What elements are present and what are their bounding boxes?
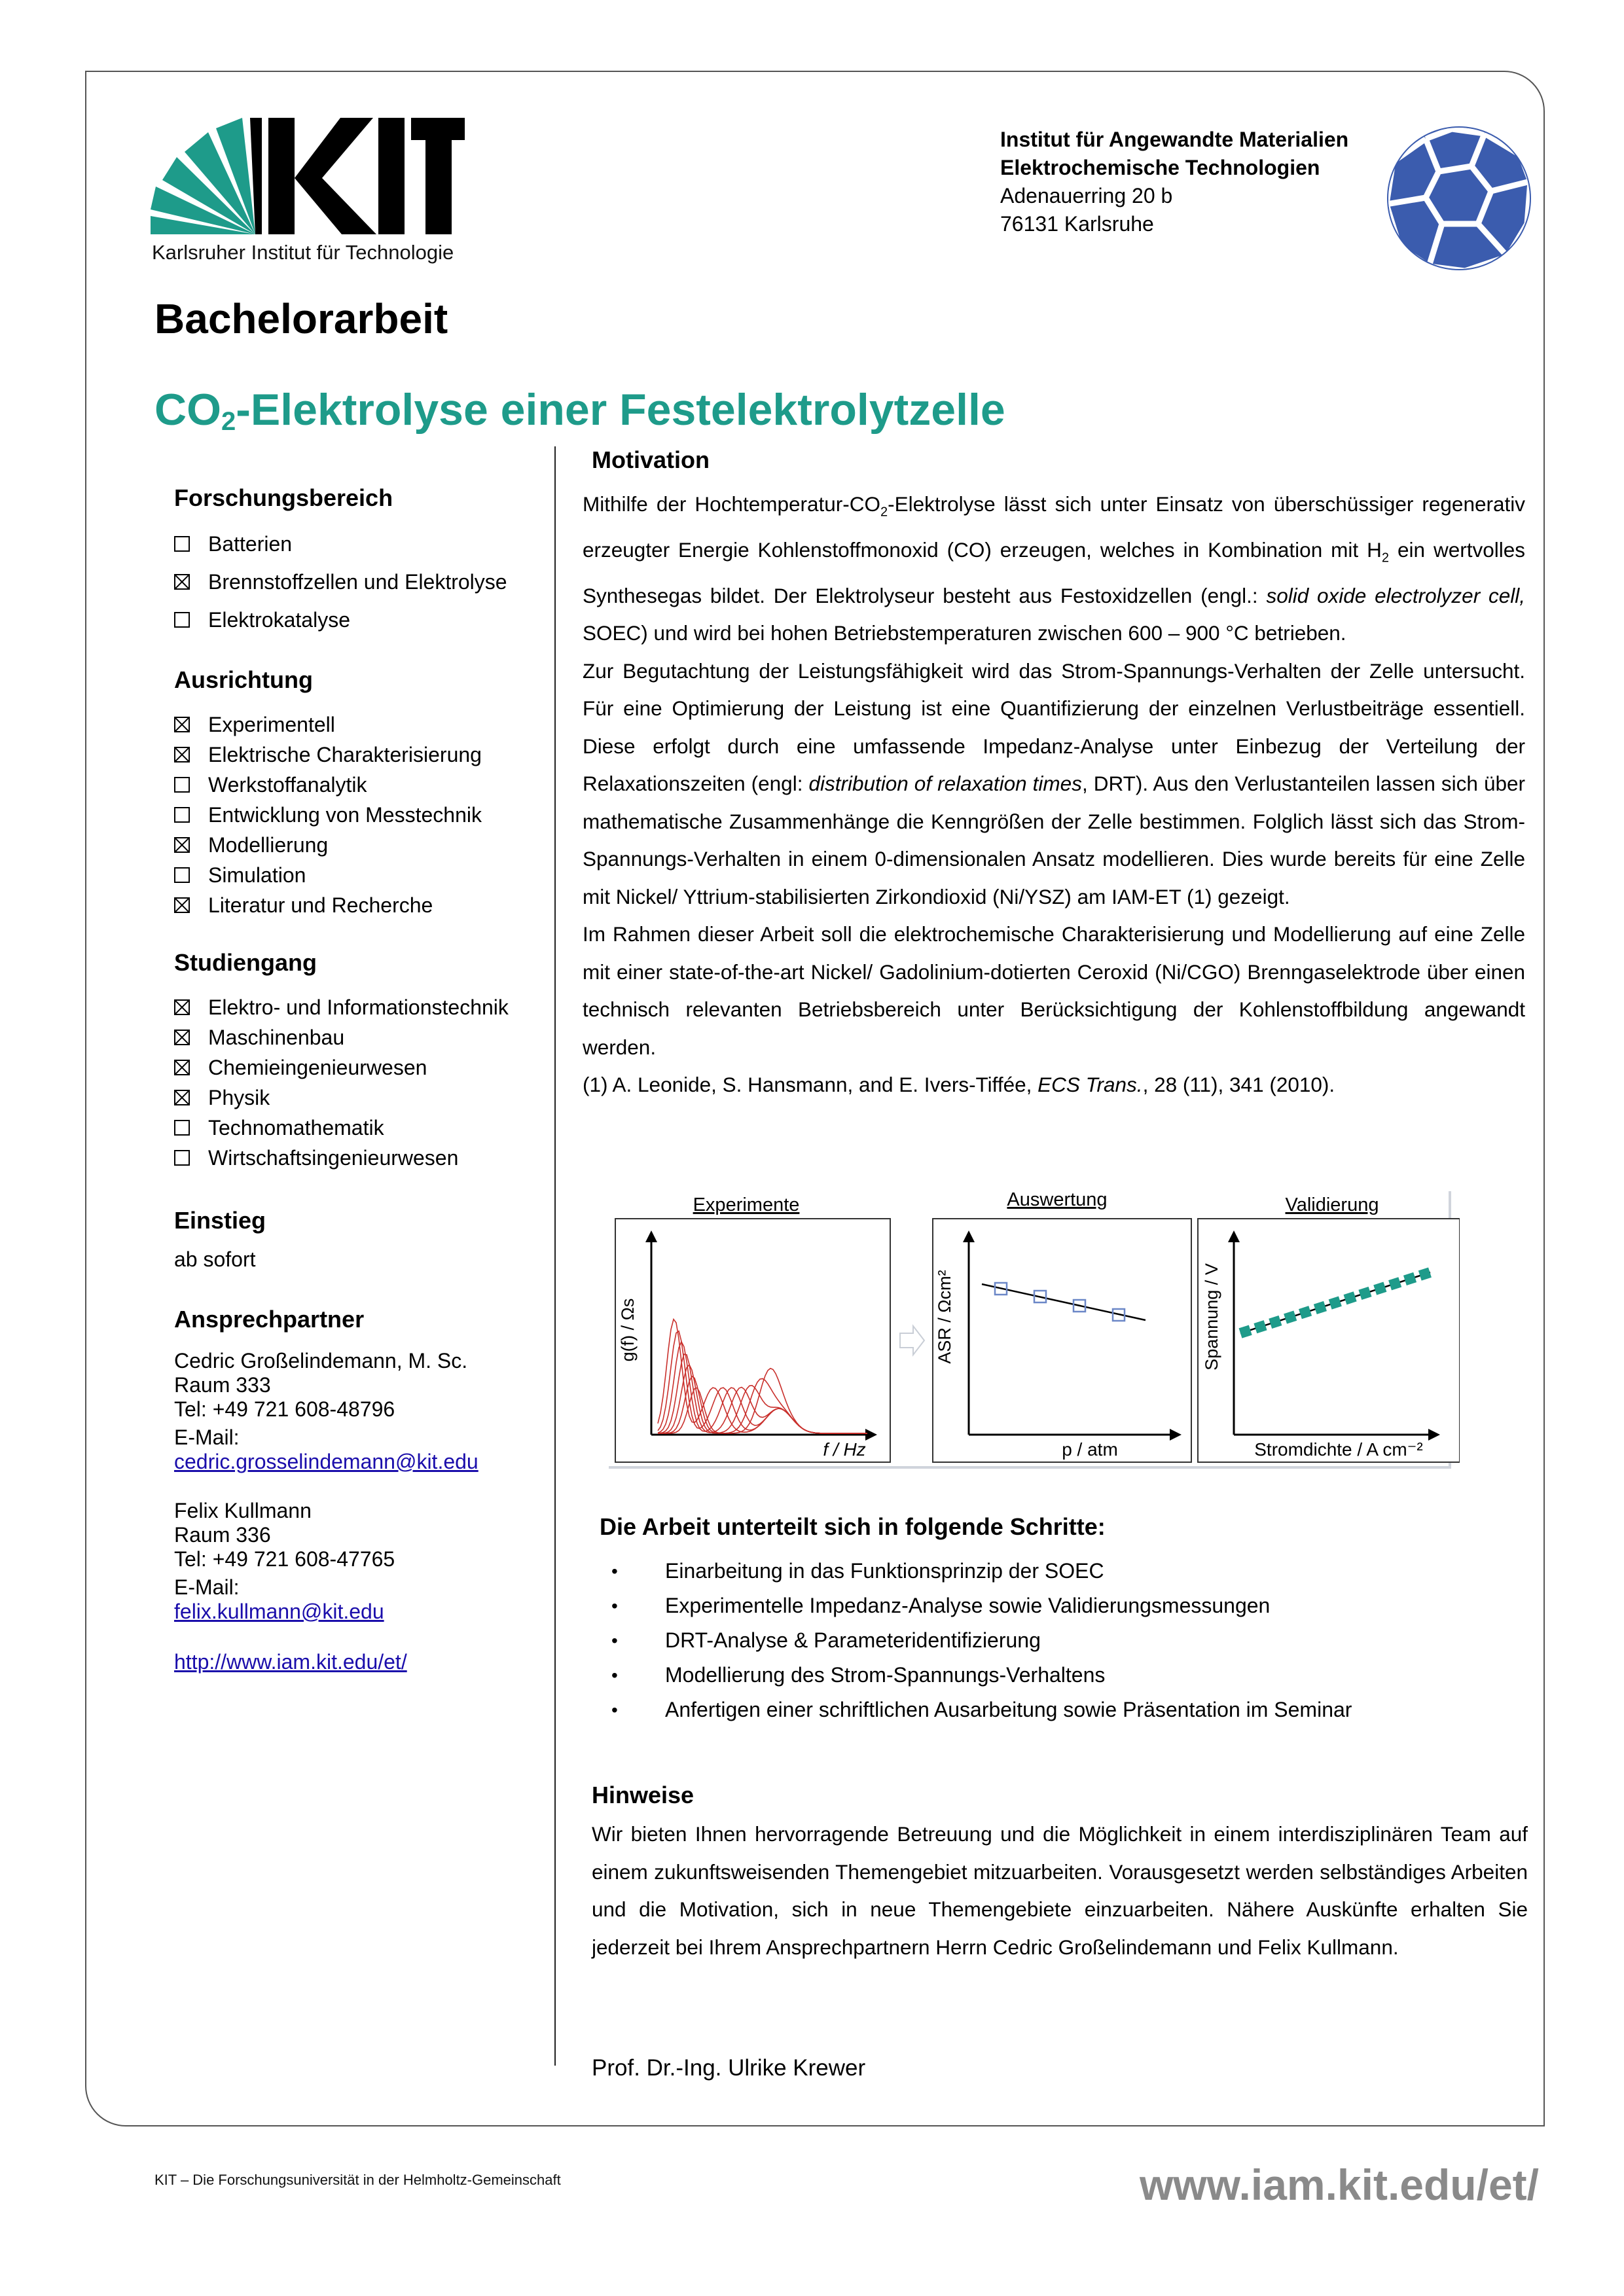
motivation-paragraph-3: Im Rahmen dieser Arbeit soll die elektrochemische Charakterisierung und Modellierung auf eine Zelle mit einer state-of-the-art Nickel/ Gadolinium-dotierten Ceroxid (Ni/CGO) Brenngaselektrode über einen technisch relevanten Betriebsbereich unter Berücksichtigung der Kohlenstoffbildung angewandt werden. [583, 922, 1525, 1059]
checklist-label: Maschinenbau [208, 1025, 345, 1049]
checklist-label: Elektrische Charakterisierung [208, 742, 482, 766]
contact-1-room: Raum 333 [174, 1373, 271, 1397]
checkbox-checked-icon[interactable] [174, 999, 190, 1015]
reference: (1) A. Leonide, S. Hansmann, and E. Ivers-Tiffée, ECS Trans., 28 (11), 341 (2010). [583, 1073, 1335, 1097]
checkbox-checked-icon[interactable] [174, 747, 190, 762]
panel-2-ylabel: ASR / Ωcm² [935, 1270, 954, 1364]
panel-experimente [615, 1219, 890, 1462]
checkbox-empty-icon[interactable] [174, 807, 190, 823]
arrow-1-icon [900, 1326, 924, 1355]
step-item: • Einarbeitung in das Funktionsprinzip der SOEC [583, 1554, 1525, 1588]
checklist-label: Wirtschaftsingenieurwesen [208, 1145, 459, 1170]
iam-logo [1386, 126, 1532, 271]
step-item: • Anfertigen einer schriftlichen Ausarbeitung sowie Präsentation im Seminar [583, 1693, 1525, 1727]
method-figure [602, 1186, 1460, 1474]
panel-1-xlabel: f / Hz [823, 1439, 866, 1460]
footer-url[interactable]: www.iam.kit.edu/et/ [1139, 2161, 1539, 2209]
contact-2 [174, 1499, 541, 1624]
panel-auswertung [933, 1219, 1191, 1462]
checkbox-checked-icon[interactable] [174, 1090, 190, 1105]
checkbox-checked-icon[interactable] [174, 1060, 190, 1075]
hinweise-text: Wir bieten Ihnen hervorragende Betreuung und die Möglichkeit in einem interdisziplinären Team auf einem zukunftsweisenden Themengebiet mitzuarbeiten. Vorausgesetzt werden selbständiges Arbeiten und die Motivation, sich in neue Themengebiete einzuarbeiten. Nähere Auskünfte erhalten Sie jederzeit bei Ihrem Ansprechpartnern Herrn Cedric Großelindemann und Felix Kullmann. [592, 1822, 1528, 1959]
checkbox-empty-icon[interactable] [174, 536, 190, 552]
checklist-label: Entwicklung von Messtechnik [208, 802, 482, 827]
contact-1-email-link[interactable]: cedric.grosselindemann@kit.edu [174, 1450, 478, 1473]
checklist-item [174, 890, 541, 920]
institute-address [1000, 126, 1348, 238]
checklist-item [174, 1083, 541, 1113]
checklist-item [174, 1052, 541, 1083]
kit-logo-text: Karlsruher Institut für Technologie [152, 241, 454, 264]
contact-2-room: Raum 336 [174, 1523, 271, 1547]
contact-1-name: Cedric Großelindemann, M. Sc. [174, 1349, 468, 1372]
document-title: $CO_2$-Elektrolyse einer Festelektrolytzelle [154, 385, 1005, 436]
checklist-item [174, 830, 541, 860]
forschung-heading: Forschungsbereich [174, 484, 393, 511]
checkbox-checked-icon[interactable] [174, 837, 190, 853]
checklist-item [174, 1113, 541, 1143]
document-type: Bachelorarbeit [154, 295, 448, 342]
hinweise-section [583, 1782, 1528, 1966]
ausrichtung-list [174, 709, 541, 920]
institute-street: Adenauerring 20 b [1000, 184, 1173, 207]
panel-1-ylabel: g(f) / Ωs [618, 1298, 638, 1362]
checklist-item [174, 860, 541, 890]
panel-2-title: Auswertung [1007, 1189, 1108, 1210]
checkbox-empty-icon[interactable] [174, 867, 190, 883]
step-item: • Modellierung des Strom-Spannungs-Verhaltens [583, 1658, 1525, 1693]
footer-text: KIT – Die Forschungsuniversität in der Helmholtz-Gemeinschaft [154, 2172, 561, 2188]
institute-url-link[interactable]: http://www.iam.kit.edu/et/ [174, 1650, 407, 1674]
forschung-list [174, 525, 541, 639]
hinweise-heading: Hinweise [592, 1782, 695, 1808]
checkbox-checked-icon[interactable] [174, 574, 190, 590]
institute-name: Institut für Angewandte Materialien [1000, 128, 1349, 151]
contact-2-phone: Tel: +49 721 608-47765 [174, 1547, 395, 1571]
panel-3-xlabel: Stromdichte / A cm⁻² [1254, 1439, 1423, 1460]
checklist-label: Simulation [208, 863, 306, 887]
panel-2-xlabel: p / atm [1062, 1439, 1118, 1460]
checklist-item [174, 709, 541, 740]
column-divider [554, 446, 556, 2066]
contact-1-email-label: E-Mail: [174, 1426, 240, 1449]
checklist-item [174, 740, 541, 770]
steps-section [583, 1513, 1525, 1727]
checkbox-checked-icon[interactable] [174, 897, 190, 913]
einstieg-value: ab sofort [174, 1247, 256, 1271]
checklist-label: Werkstoffanalytik [208, 772, 367, 797]
motivation-paragraph-1: Mithilfe der Hochtemperatur-$CO_2$-Elektrolyse lässt sich unter Einsatz von überschüssiger regenerativ erzeugter Energie Kohlenstoffmonoxid (CO) erzeugen, welches in Kombination mit $H_2$ ein wertvolles Synthesegas bildet. Der Elektrolyseur besteht aus Festoxidzellen (engl.: solid oxide electrolyzer cell, SOEC) und wird bei hohen Betriebstemperaturen zwischen 600 – 900 °C betrieben. [583, 492, 1526, 645]
contact-1 [174, 1349, 541, 1474]
checkbox-empty-icon[interactable] [174, 1150, 190, 1166]
checkbox-checked-icon[interactable] [174, 717, 190, 732]
panel-1-title: Experimente [693, 1194, 800, 1215]
checklist-item [174, 800, 541, 830]
checklist-label: Physik [208, 1085, 270, 1109]
studiengang-list [174, 992, 541, 1173]
einstieg-heading: Einstieg [174, 1207, 266, 1234]
checklist-label: Modellierung [208, 833, 329, 857]
institute-city: 76131 Karlsruhe [1000, 212, 1154, 236]
sidebar [174, 484, 541, 1674]
contact-2-name: Felix Kullmann [174, 1499, 312, 1522]
ausrichtung-heading: Ausrichtung [174, 666, 313, 693]
checklist-label: Elektro- und Informationstechnik [208, 995, 509, 1019]
contact-1-phone: Tel: +49 721 608-48796 [174, 1397, 395, 1421]
contact-2-email-link[interactable]: felix.kullmann@kit.edu [174, 1600, 384, 1623]
signature: Prof. Dr.-Ing. Ulrike Krewer [592, 2055, 866, 2081]
steps-list [583, 1554, 1525, 1727]
contacts-heading: Ansprechpartner [174, 1306, 365, 1333]
checklist-label: Experimentell [208, 712, 335, 736]
checklist-item [174, 1143, 541, 1173]
checklist-item [174, 601, 541, 639]
steps-heading: Die Arbeit unterteilt sich in folgende Schritte: [600, 1513, 1106, 1540]
checklist-label: Chemieingenieurwesen [208, 1055, 427, 1079]
motivation-heading: Motivation [592, 446, 710, 473]
step-item: • Experimentelle Impedanz-Analyse sowie Validierungsmessungen [583, 1588, 1525, 1623]
panel-validierung [1198, 1219, 1460, 1462]
checklist-label: Brennstoffzellen und Elektrolyse [208, 569, 507, 594]
checklist-label: Elektrokatalyse [208, 607, 350, 632]
checkbox-checked-icon[interactable] [174, 1030, 190, 1045]
checklist-item [174, 992, 541, 1022]
checklist-item [174, 525, 541, 563]
checkbox-empty-icon[interactable] [174, 1120, 190, 1136]
checkbox-empty-icon[interactable] [174, 777, 190, 793]
institute-department: Elektrochemische Technologien [1000, 156, 1320, 179]
motivation-section [583, 446, 1525, 1104]
checklist-label: Batterien [208, 531, 293, 556]
checklist-label: Technomathematik [208, 1115, 384, 1139]
studiengang-heading: Studiengang [174, 949, 317, 976]
checkbox-empty-icon[interactable] [174, 612, 190, 628]
checklist-item [174, 770, 541, 800]
step-item: • DRT-Analyse & Parameteridentifizierung [583, 1623, 1525, 1658]
checklist-label: Literatur und Recherche [208, 893, 433, 917]
panel-3-title: Validierung [1285, 1194, 1379, 1215]
contact-2-email-label: E-Mail: [174, 1575, 240, 1599]
checklist-item [174, 563, 541, 601]
panel-3-ylabel: Spannung / V [1202, 1263, 1221, 1371]
motivation-paragraph-2: Zur Begutachtung der Leistungsfähigkeit wird das Strom-Spannungs-Verhalten der Zelle untersucht. Für eine Optimierung der Leistung ist eine Quantifizierung der einzelnen Verlustbeiträge essentiell. Diese erfolgt durch eine umfassende Impedanz-Analyse unter Einbezug der Verteilung der Relaxationszeiten (engl: distribution of relaxation times, DRT). Aus den Verlustanteilen lassen sich über mathematische Zusammenhänge die Kenngrößen der Zelle bestimmen. Folglich lässt sich das Strom-Spannungs-Verhalten in einem 0-dimensionalen Ansatz modellieren. Dies wurde bereits für eine Zelle mit Nickel/ Yttrium-stabilisierten Zirkondioxid (Ni/YSZ) am IAM-ET (1) gezeigt. [583, 658, 1526, 908]
checklist-item [174, 1022, 541, 1052]
